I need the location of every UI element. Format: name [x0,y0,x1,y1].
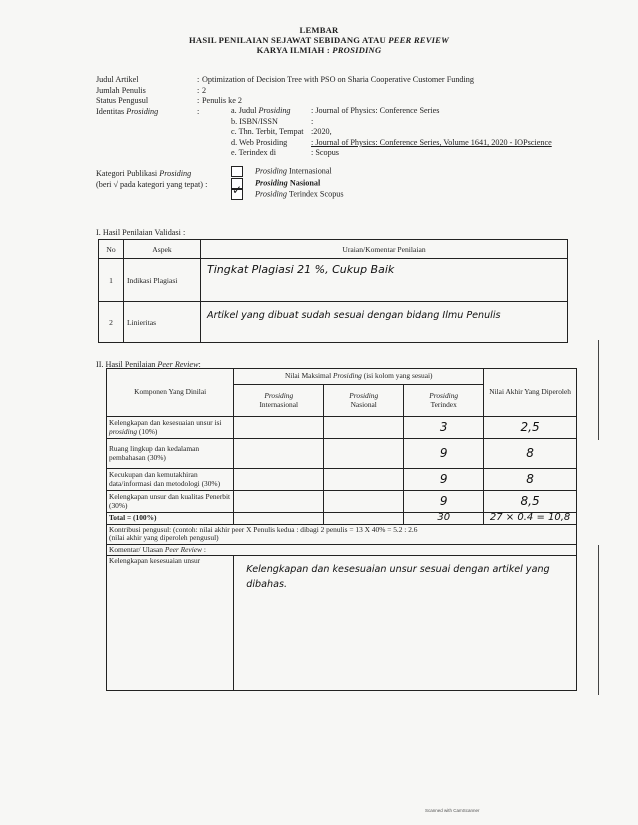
komentar-text: Kelengkapan dan kesesuaian unsur sesuai dengan artikel yang dibahas. [234,556,577,691]
table-header-row: No Aspek Uraian/Komentar Penilaian [99,240,568,259]
table-row: Kelengkapan unsur dan kualitas Penerbit (30%) 9 8,5 [107,491,577,513]
identitas-prosiding-list [231,106,611,159]
table-header-row: Komponen Yang Dinilai Nilai Maksimal Prosiding (isi kolom yang sesuai) Nilai Akhir Yang Diperoleh [107,369,577,385]
sub-row: a. Judul Prosiding : Journal of Physics: Conference Series [231,106,440,115]
kategori-options [231,166,451,200]
table-row: 2 Linieritas Artikel yang dibuat sudah sesuai dengan bidang Ilmu Penulis [99,302,568,343]
table-subheader-row: Prosiding Internasional Prosiding Nasional Prosiding Terindex [107,385,577,417]
scan-edge-line [598,340,599,440]
status-pengusul: Penulis ke 2 [202,96,243,106]
kategori-option-internasional: Prosiding Internasional [231,166,451,177]
doc-title-line2: HASIL PENILAIAN SEJAWAT SEBIDANG ATAU PEER REVIEW [189,35,449,45]
table-row: Kelengkapan dan kesesuaian unsur isi prosiding (10%) 3 2,5 [107,417,577,439]
jumlah-penulis: 2 [202,85,207,95]
section-validasi-title: I. Hasil Penilaian Validasi : [96,228,186,237]
total-row: Total = (100%) 30 27 × 0.4 = 10,8 [107,513,577,525]
komentar-linieritas: Artikel yang dibuat sudah sesuai dengan bidang Ilmu Penulis [201,302,568,343]
scan-edge-line [598,545,599,695]
footer-watermark: Scanned with CamScanner [425,808,480,813]
judul-artikel: Optimization of Decision Tree with PSO on Sharia Cooperative Customer Funding [202,75,474,84]
table-row: Ruang lingkup dan kedalaman pembahasan (30%) 9 8 [107,439,577,469]
komentar-plagiasi: Tingkat Plagiasi 21 %, Cukup Baik [201,259,568,302]
sub-row: b. ISBN/ISSN : [231,116,314,126]
identity-labels: Judul Artikel Jumlah Penulis Status Pengusul Identitas Prosiding [96,75,159,116]
kategori-label: Kategori Publikasi Prosiding (beri √ pada kategori yang tepat) : [96,169,208,189]
kontribusi-row: Kontribusi pengusul: (contoh: nilai akhir peer X Penulis kedua : dibagi 2 penulis = 13 X 40% = 5.2 : 2.6 (nilai akhir yang diperoleh pengusul) [107,524,577,544]
sub-row: e. Terindex di : Scopus [231,148,339,158]
identity-colons: : : : : [197,75,200,116]
kategori-option-scopus: ✓ Prosiding Terindex Scopus [232,183,344,199]
kategori-option-nasional: Prosiding Nasional [231,178,451,189]
sub-row: c. Thn. Terbit, Tempat :2020, [231,127,332,137]
validasi-table [98,239,568,343]
doc-title-line3: KARYA ILMIAH : PROSIDING [256,45,382,55]
identity-values [202,75,602,107]
checkbox-checked[interactable]: ✓ [231,189,243,200]
table-row: 1 Indikasi Plagiasi Tingkat Plagiasi 21 %, Cukup Baik [99,259,568,302]
table-row: Kecukupan dan kemutakhiran data/informasi dan metodologi (30%) 9 8 [107,469,577,491]
doc-title-line1: LEMBAR [299,25,339,35]
section-peer-title: II. Hasil Penilaian Peer Review: [96,360,201,369]
peer-review-table [106,368,577,691]
checkbox[interactable] [231,166,243,177]
sub-row: d. Web Prosiding : Journal of Physics: Conference Series, Volume 1641, 2020 - IOPscience [231,137,552,147]
komentar-row: Kelengkapan kesesuaian unsur Kelengkapan dan kesesuaian unsur sesuai dengan artikel yang dibahas. [107,556,577,691]
komentar-header-row: Komentar/ Ulasan Peer Review : [107,544,577,556]
